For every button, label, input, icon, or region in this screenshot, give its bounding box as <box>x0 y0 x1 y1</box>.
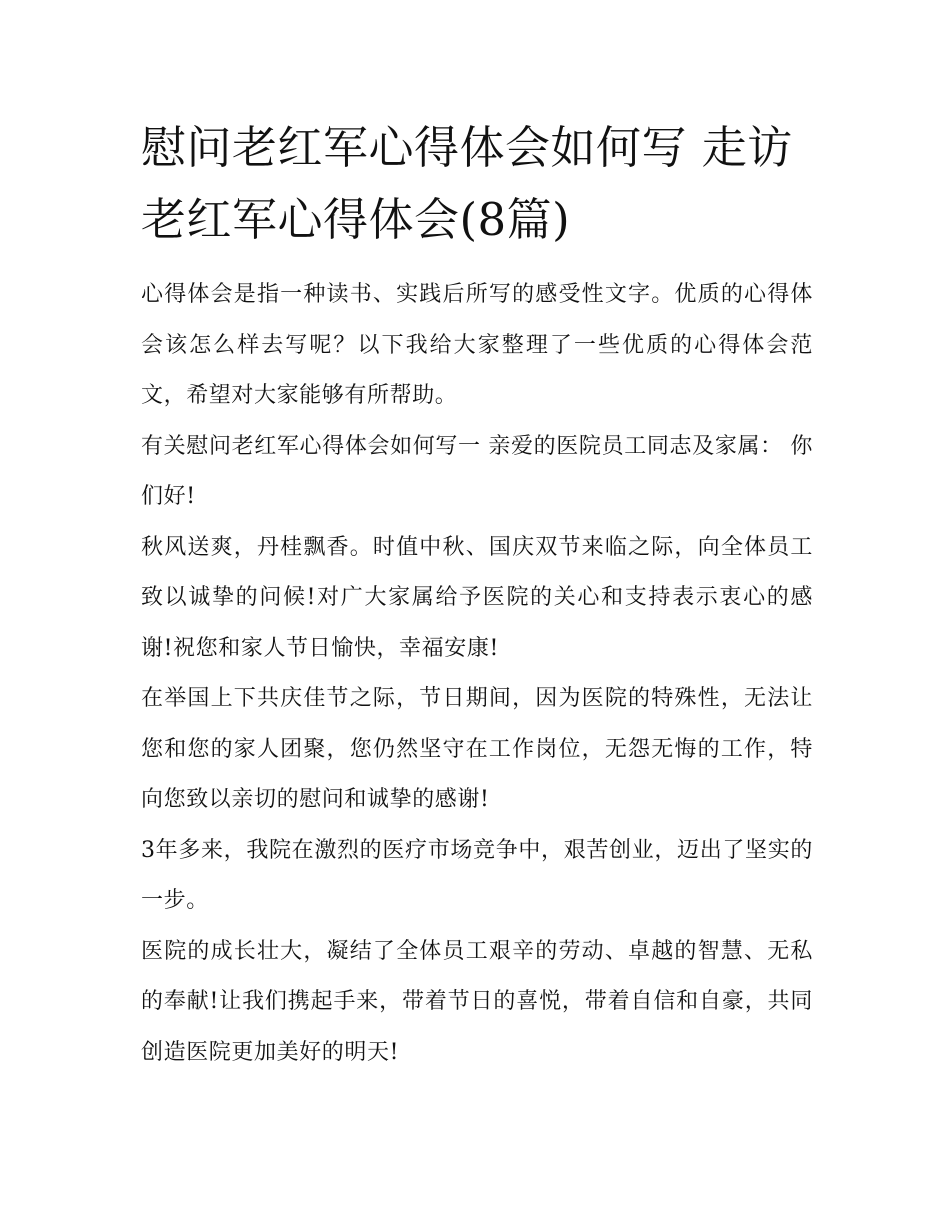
document-title: 慰问老红军心得体会如何写 走访老红军心得体会(8篇) <box>141 121 793 246</box>
paragraph-intro: 心得体会是指一种读书、实践后所写的感受性文字。优质的心得体会该怎么样去写呢？以下我给大家整理了一些优质的心得体会范文，希望对大家能够有所帮助。 <box>141 282 813 408</box>
paragraph-thanks: 在举国上下共庆佳节之际，节日期间，因为医院的特殊性，无法让您和您的家人团聚，您仍然坚守在工作岗位，无怨无悔的工作，特向您致以亲切的慰问和诚挚的感谢! <box>141 686 813 812</box>
document-content <box>141 112 813 1078</box>
paragraph-progress: 3年多来，我院在激烈的医疗市场竞争中，艰苦创业，迈出了坚实的一步。 <box>141 837 813 913</box>
paragraph-festival: 秋风送爽，丹桂飘香。时值中秋、国庆双节来临之际，向全体员工致以诚挚的问候!对广大家属给予医院的关心和支持表示衷心的感谢!祝您和家人节日愉快，幸福安康! <box>141 534 813 661</box>
paragraph-greeting: 有关慰问老红军心得体会如何写一 亲爱的医院员工同志及家属： 你们好! <box>141 433 813 509</box>
paragraph-closing: 医院的成长壮大，凝结了全体员工艰辛的劳动、卓越的智慧、无私的奉献!让我们携起手来，带着节日的喜悦，带着自信和自豪，共同创造医院更加美好的明天! <box>141 938 813 1065</box>
document-body <box>141 270 813 1078</box>
